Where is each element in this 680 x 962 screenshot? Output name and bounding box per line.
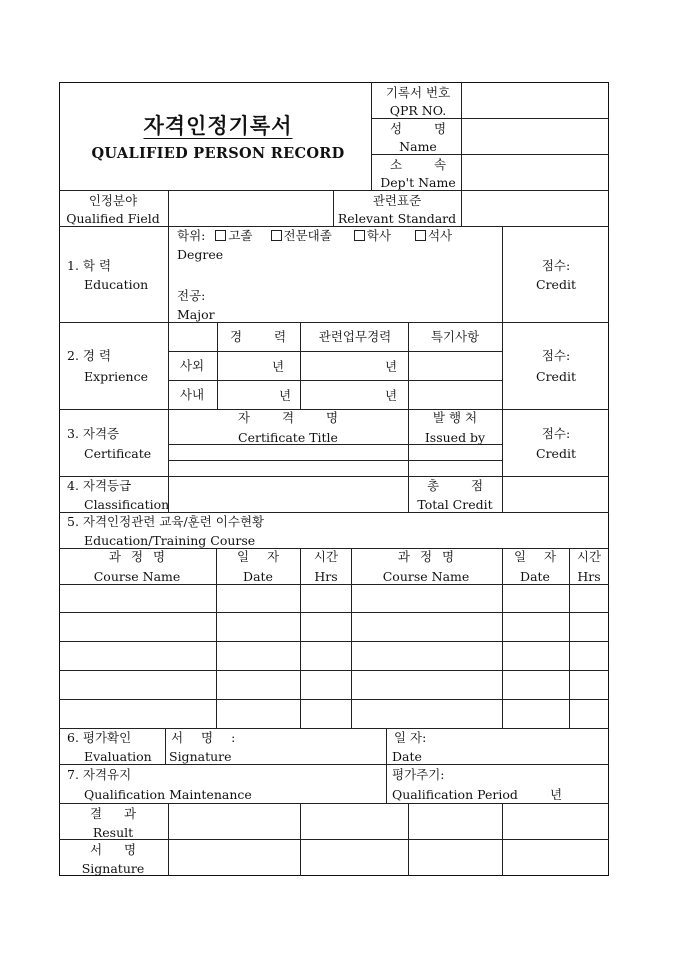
certificate-credit-label: 점수: <box>541 426 571 441</box>
result-label-en: Result <box>92 825 134 840</box>
rule <box>300 322 301 409</box>
rule <box>502 803 503 876</box>
certificate-label-en: Certificate <box>84 446 152 461</box>
course-name-header: 과 정 명 <box>397 549 455 564</box>
hours-header-en: Hrs <box>314 569 338 584</box>
degree-label-en: Degree <box>177 247 224 262</box>
rule <box>386 728 387 803</box>
signature-label: 서 명 : <box>171 730 236 745</box>
date-header-en: Date <box>520 569 550 584</box>
rule <box>165 728 166 764</box>
year-unit: 년 <box>272 359 285 374</box>
certificate-label: 3. 자격증 <box>67 426 120 441</box>
name-field[interactable] <box>462 119 608 153</box>
checkbox-college[interactable] <box>271 230 282 241</box>
field-label-en: Qualified Field <box>66 211 160 226</box>
rule <box>59 476 609 477</box>
rule <box>408 803 409 876</box>
rule <box>59 322 609 323</box>
rule <box>59 226 609 227</box>
rule <box>168 190 169 512</box>
page-title: 자격인정기록서 <box>143 113 293 138</box>
period-label: 평가주기: <box>392 767 445 782</box>
rule <box>59 670 609 671</box>
evaluation-label: 6. 평가확인 <box>67 730 132 745</box>
certificate-credit-label-en: Credit <box>536 446 576 461</box>
rule <box>371 82 372 190</box>
issuer-header: 발 행 처 <box>432 410 478 425</box>
rule <box>59 584 609 585</box>
major-label-en: Major <box>177 307 215 322</box>
rule <box>408 322 409 512</box>
rule <box>569 548 570 728</box>
related-career-column-header: 관련업무경력 <box>318 329 392 344</box>
standard-input[interactable] <box>462 191 608 225</box>
year-unit: 년 <box>279 388 292 403</box>
evaluation-date-label: 일 자: <box>394 730 427 745</box>
evaluation-label-en: Evaluation <box>84 749 152 764</box>
rule <box>59 612 609 613</box>
checkbox-master[interactable] <box>415 230 426 241</box>
record-no-label-en: QPR NO. <box>389 103 447 118</box>
record-no-field[interactable] <box>462 83 608 117</box>
rule <box>59 728 609 729</box>
record-no-label: 기록서 번호 <box>385 85 451 100</box>
education-credit-label-en: Credit <box>536 277 576 292</box>
evaluation-date-label-en: Date <box>392 749 422 764</box>
field-input[interactable] <box>169 191 332 225</box>
date-header: 일 자 <box>513 549 557 564</box>
standard-label-en: Relevant Standard <box>337 211 457 226</box>
checkbox-high-school[interactable] <box>215 230 226 241</box>
rule <box>168 380 502 381</box>
hours-header: 시간 <box>313 549 339 564</box>
rule <box>300 803 301 876</box>
classification-label-en: Classification <box>84 497 170 512</box>
maintenance-label-en: Qualification Maintenance <box>84 787 252 802</box>
rule <box>502 476 503 512</box>
date-header: 일 자 <box>236 549 280 564</box>
hours-header: 시간 <box>576 549 602 564</box>
education-label: 1. 학 력 <box>67 258 112 273</box>
rule <box>216 548 217 728</box>
rule <box>168 803 169 876</box>
rule <box>168 351 502 352</box>
sign-label-en: Signature <box>81 861 145 876</box>
year-unit: 년 <box>385 388 398 403</box>
course-name-header: 과 정 명 <box>108 549 166 564</box>
dept-field[interactable] <box>462 155 608 189</box>
certificate-title-header-en: Certificate Title <box>238 430 338 445</box>
education-label-en: Education <box>84 277 149 292</box>
rule <box>59 699 609 700</box>
signature-label-en: Signature <box>169 749 232 764</box>
education-credit-label: 점수: <box>541 258 571 273</box>
year-unit: 년 <box>385 359 398 374</box>
major-label: 전공: <box>177 288 206 303</box>
result-label: 결 과 <box>89 806 137 821</box>
training-label-en: Education/Training Course <box>84 533 256 548</box>
inside-row-label: 사내 <box>179 387 205 402</box>
rule <box>59 764 609 765</box>
name-label: 성 명 <box>389 121 461 136</box>
rule <box>333 190 334 226</box>
rule <box>59 641 609 642</box>
total-credit-label-en: Total Credit <box>417 497 493 512</box>
standard-label: 관련표준 <box>372 193 422 208</box>
page-subtitle: QUALIFIED PERSON RECORD <box>91 145 345 162</box>
period-label-en: Qualification Period <box>392 787 518 802</box>
sign-label: 서 명 <box>89 842 137 857</box>
rule <box>351 548 352 728</box>
rule <box>59 803 609 804</box>
experience-credit-label: 점수: <box>541 348 571 363</box>
outside-row-label: 사외 <box>179 358 205 373</box>
dept-label-en: Dep't Name <box>380 175 456 190</box>
date-header-en: Date <box>243 569 273 584</box>
special-note-column-header: 특기사항 <box>430 329 480 344</box>
dept-label: 소 속 <box>389 157 461 172</box>
rule <box>59 839 609 840</box>
experience-credit-label-en: Credit <box>536 369 576 384</box>
rule <box>168 460 502 461</box>
hours-header-en: Hrs <box>577 569 601 584</box>
rule <box>217 322 218 409</box>
rule <box>300 548 301 728</box>
degree-label: 학위: 고졸 전문대졸 학사 석사 <box>177 228 453 243</box>
rule <box>59 512 609 513</box>
maintenance-label: 7. 자격유지 <box>67 767 132 782</box>
certificate-title-header: 자 격 명 <box>237 410 353 425</box>
rule <box>502 548 503 728</box>
experience-label: 2. 경 력 <box>67 348 112 363</box>
rule <box>502 226 503 476</box>
period-year-unit: 년 <box>550 787 563 802</box>
experience-label-en: Exprience <box>84 369 148 384</box>
field-label: 인정분야 <box>88 193 138 208</box>
course-name-header-en: Course Name <box>93 569 181 584</box>
issuer-header-en: Issued by <box>424 430 486 445</box>
classification-label: 4. 자격등급 <box>67 478 132 493</box>
name-label-en: Name <box>399 139 437 154</box>
checkbox-bachelor[interactable] <box>354 230 365 241</box>
career-column-header: 경 력 <box>229 329 301 344</box>
course-name-header-en: Course Name <box>382 569 470 584</box>
training-label: 5. 자격인정관련 교육/훈련 이수현황 <box>67 514 265 529</box>
total-credit-label: 총 점 <box>426 478 484 493</box>
